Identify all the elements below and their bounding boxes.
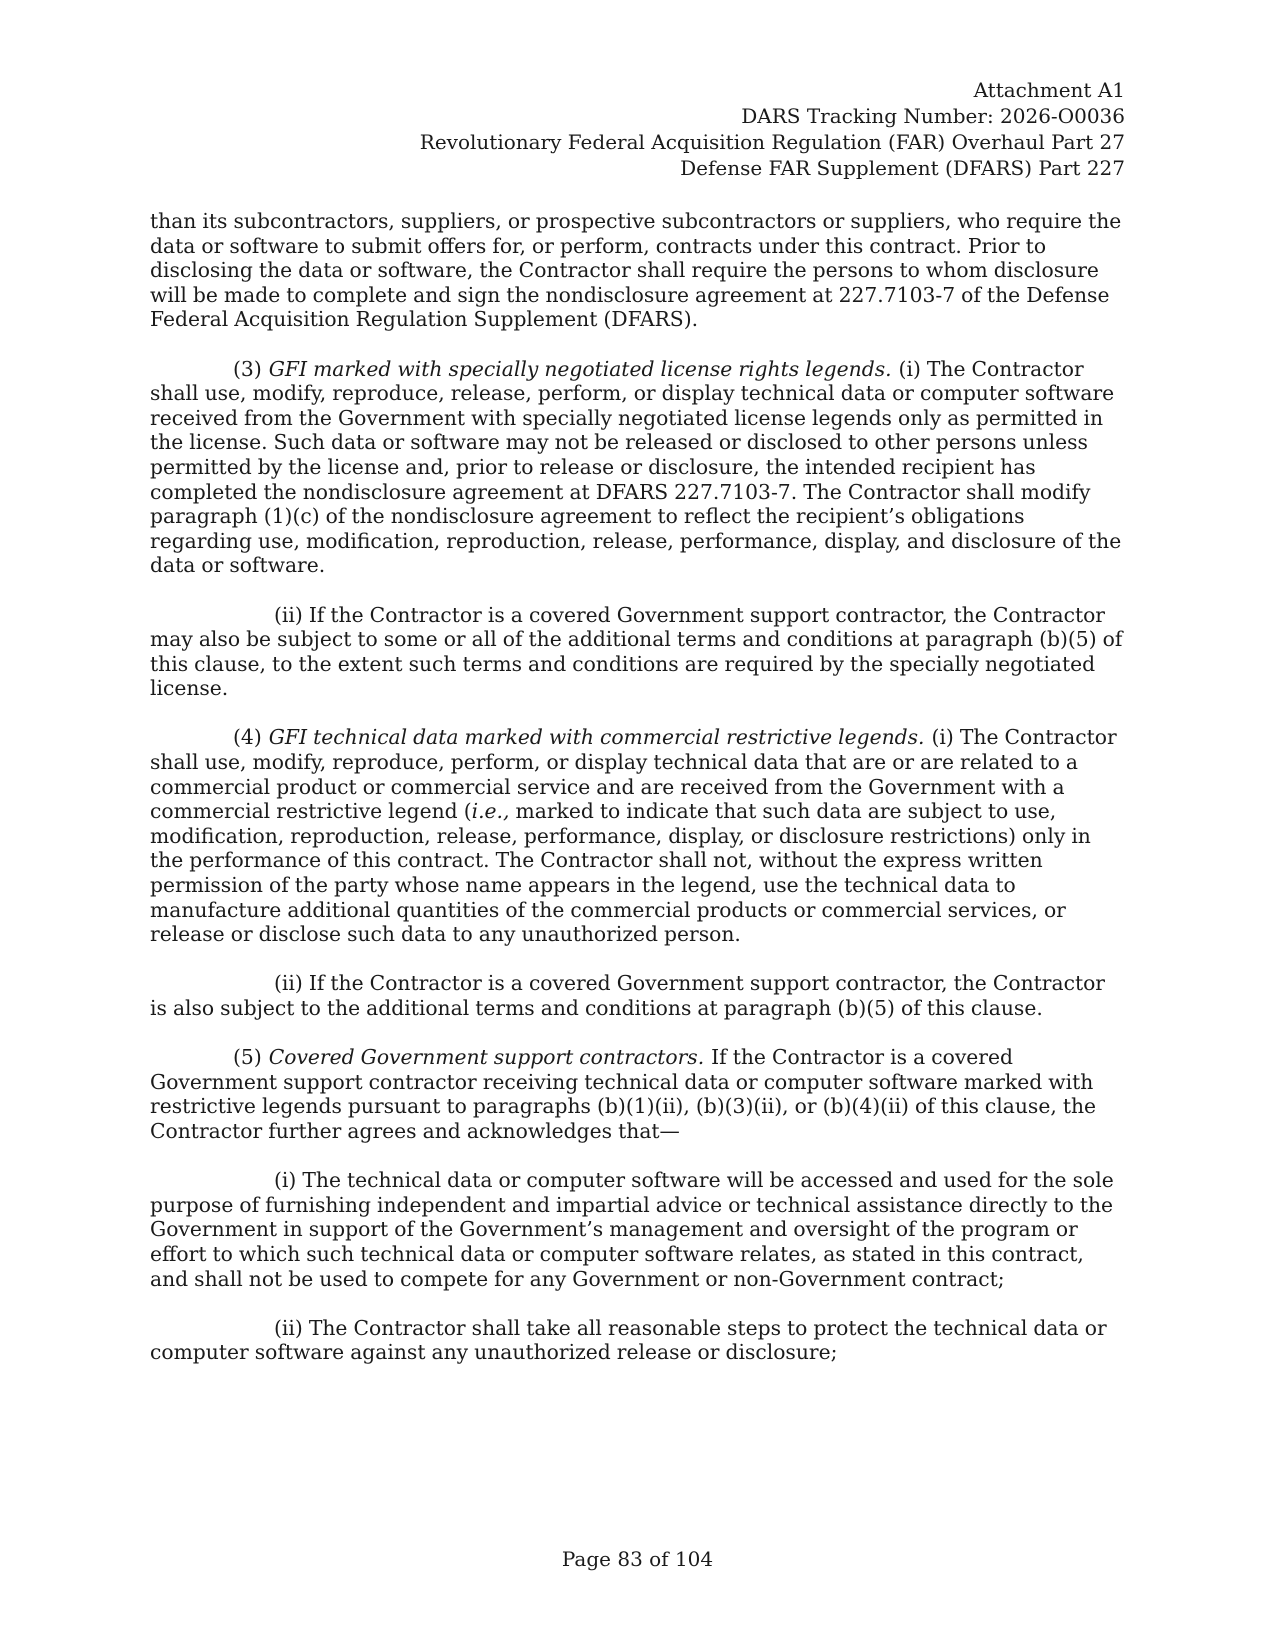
paragraph-b3 [150, 357, 1125, 578]
paragraph-number: (3) [233, 356, 262, 381]
paragraph-b4-ii: (ii) If the Contractor is a covered Government support contractor, the Contractor is also subject to the additional terms and conditions at paragraph (b)(5) of this clause. [150, 971, 1106, 1020]
paragraph-text: If the Contractor is a covered Government support contractor receiving technical data or computer software marked with restrictive legends pursuant to paragraphs (b)(1)(ii), (b)(3)(ii), or (b)(4)(ii) of this clause, the Contractor further agrees and acknowledges that— [150, 1045, 1097, 1143]
paragraph-text-continued: marked to indicate that such data are subject to use, modification, reproduction, release, performance, display, or disclosure restrictions) only in the performance of this contract. The Contractor shall not, without the express written permission of the party whose name appears in the legend, use the technical data to manufacture additional quantities of the commercial products or commercial services, or release or disclose such data to any unauthorized person. [150, 799, 1091, 947]
paragraph-b5 [150, 1045, 1125, 1143]
header-dfars-part: Defense FAR Supplement (DFARS) Part 227 [680, 156, 1125, 180]
paragraph-b4 [150, 725, 1125, 946]
paragraph-b3-ii: (ii) If the Contractor is a covered Government support contractor, the Contractor may also be subject to some or all of the additional terms and conditions at paragraph (b)(5) of this clause, to the extent such terms and conditions are required by the specially negotiated license. [150, 602, 1123, 701]
paragraph-b5-ii: (ii) The Contractor shall take all reasonable steps to protect the technical data or computer software against any unauthorized release or disclosure; [150, 1315, 1107, 1365]
paragraph-text: (i) The Contractor shall use, modify, reproduce, release, perform, or display technical data or computer software received from the Government with specially negotiated license legends only as permitted in the license. Such data or software may not be released or disclosed to other persons unless permitted by the license and, prior to release or disclosure, the intended recipient has completed the nondisclosure agreement at DFARS 227.7103-7. The Contractor shall modify paragraph (1)(c) of the nondisclosure agreement to reflect the recipient’s obligations regarding use, modification, reproduction, release, performance, display, and disclosure of the data or software. [150, 356, 1122, 578]
header-far-part: Revolutionary Federal Acquisition Regulation (FAR) Overhaul Part 27 [419, 130, 1125, 154]
paragraph-heading: GFI technical data marked with commercial restrictive legends. [268, 725, 925, 750]
document-body [150, 209, 1125, 1390]
header-attachment: Attachment A1 [973, 78, 1125, 102]
paragraph-heading: Covered Government support contractors. [268, 1045, 705, 1070]
header-tracking-number: DARS Tracking Number: 2026-O0036 [741, 104, 1125, 128]
paragraph-number: (4) [233, 725, 262, 750]
paragraph-b5-i: (i) The technical data or computer software will be accessed and used for the sole purpose of furnishing independent and impartial advice or technical assistance directly to the Government in support of the Government’s management and oversight of the program or effort to which such technical data or computer software relates, as stated in this contract, and shall not be used to compete for any Government or non-Government contract; [150, 1168, 1114, 1291]
paragraph-italic-ie: i.e., [471, 799, 510, 824]
paragraph-heading: GFI marked with specially negotiated license rights legends. [268, 356, 892, 381]
paragraph-text: (i) The Contractor shall use, modify, reproduce, perform, or display technical data that are or are related to a commercial product or commercial service and are received from the Government with a commercial restrictive legend ( [150, 725, 1117, 824]
page-header [420, 77, 1125, 181]
page-number: Page 83 of 104 [561, 1547, 714, 1571]
paragraph-number: (5) [233, 1045, 262, 1070]
paragraph-continuation: than its subcontractors, suppliers, or prospective subcontractors or suppliers, who require the data or software to submit offers for, or perform, contracts under this contract. Prior to disclosing the data or software, the Contractor shall require the persons to whom disclosure will be made to complete and sign the nondisclosure agreement at 227.7103-7 of the Defense Federal Acquisition Regulation Supplement (DFARS). [150, 209, 1122, 332]
